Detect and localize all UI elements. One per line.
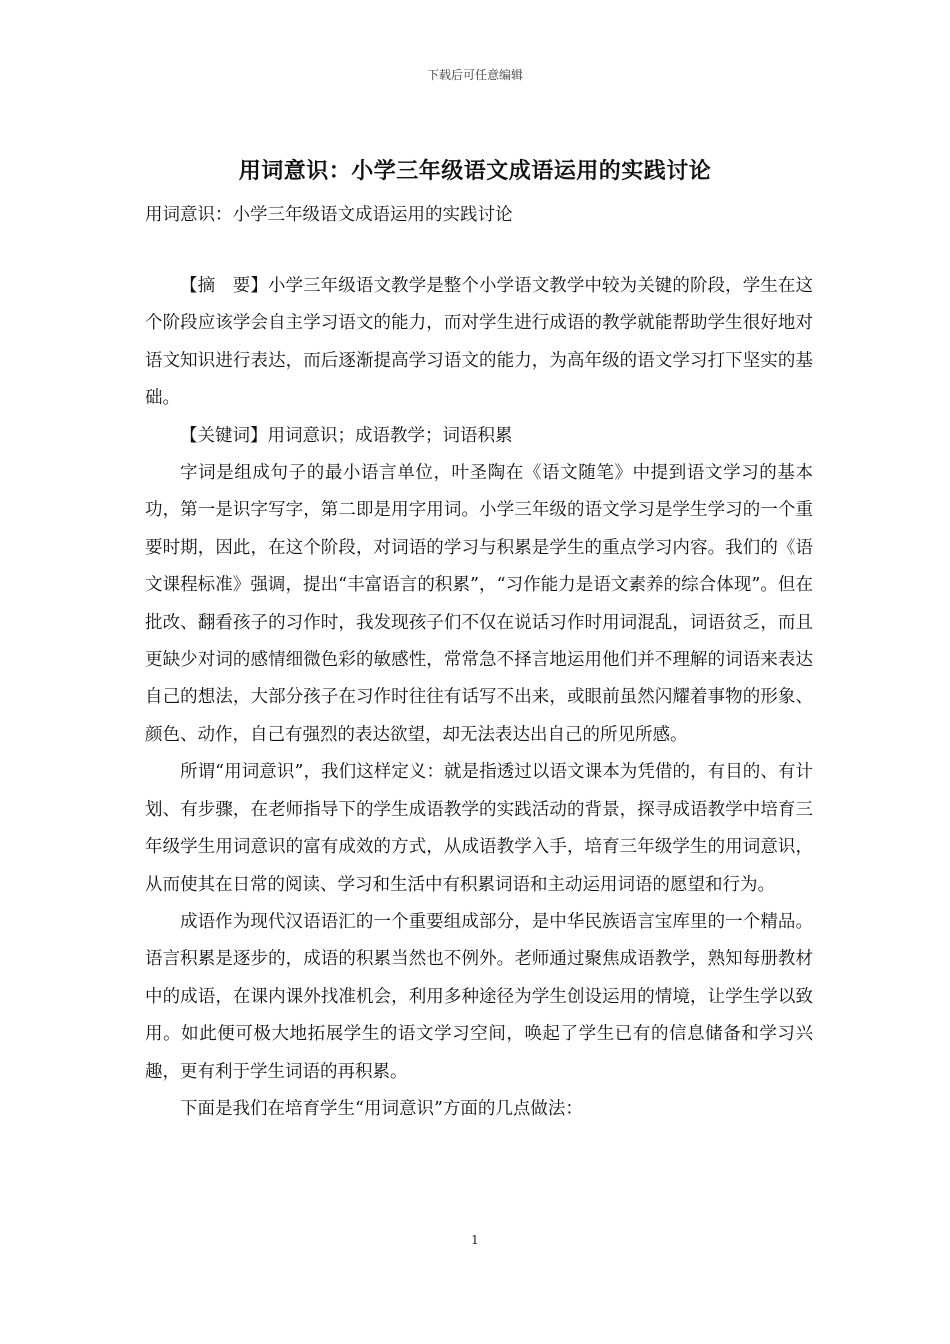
document-body xyxy=(145,268,813,1128)
body-paragraph: 下面是我们在培育学生“用词意识”方面的几点做法： xyxy=(180,1098,583,1119)
page-number: 1 xyxy=(471,1233,479,1247)
body-paragraph: 所谓“用词意识”，我们这样定义：就是指透过以语文课本为凭借的，有目的、有计划、有步骤，在老师指导下的学生成语教学的实践活动的背景，探寻成语教学中培育三年级学生用词意识的富有成效的方式，从成语教学入手，培育三年级学生的用词意识，从而使其在日常的阅读、学习和生活中有积累词语和主动运用词语的愿望和行为。 xyxy=(145,762,813,895)
header-note: 下载后可任意编辑 xyxy=(426,68,523,82)
document-title: 用词意识：小学三年级语文成语运用的实践讨论 xyxy=(238,158,712,184)
document-subtitle: 用词意识：小学三年级语文成语运用的实践讨论 xyxy=(145,205,513,225)
body-paragraph: 成语作为现代汉语语汇的一个重要组成部分，是中华民族语言宝库里的一个精品。语言积累是逐步的，成语的积累当然也不例外。老师通过聚焦成语教学，熟知每册教材中的成语，在课内课外找准机会，利用多种途径为学生创设运用的情境，让学生学以致用。如此便可极大地拓展学生的语文学习空间，唤起了学生已有的信息储备和学习兴趣，更有利于学生词语的再积累。 xyxy=(145,911,813,1082)
abstract-paragraph: 【摘 要】小学三年级语文教学是整个小学语文教学中较为关键的阶段，学生在这个阶段应该学会自主学习语文的能力，而对学生进行成语的教学就能帮助学生很好地对语文知识进行表达，而后逐渐提高学习语文的能力，为高年级的语文学习打下坚实的基础。 xyxy=(145,276,813,409)
body-paragraph: 字词是组成句子的最小语言单位，叶圣陶在《语文随笔》中提到语文学习的基本功，第一是识字写字，第二即是用字用词。小学三年级的语文学习是学生学习的一个重要时期，因此，在这个阶段，对词语的学习与积累是学生的重点学习内容。我们的《语文课程标准》强调，提出“丰富语言的积累”，“习作能力是语文素养的综合体现”。但在批改、翻看孩子的习作时，我发现孩子们不仅在说话习作时用词混乱，词语贫乏，而且更缺少对词的感情细微色彩的敏感性，常常急不择言地运用他们并不理解的词语来表达自己的想法，大部分孩子在习作时往往有话写不出来，或眼前虽然闪耀着事物的形象、颜色、动作，自己有强烈的表达欲望，却无法表达出自己的所见所感。 xyxy=(145,463,813,745)
keywords-paragraph: 【关键词】用词意识；成语教学；词语积累 xyxy=(180,425,513,446)
